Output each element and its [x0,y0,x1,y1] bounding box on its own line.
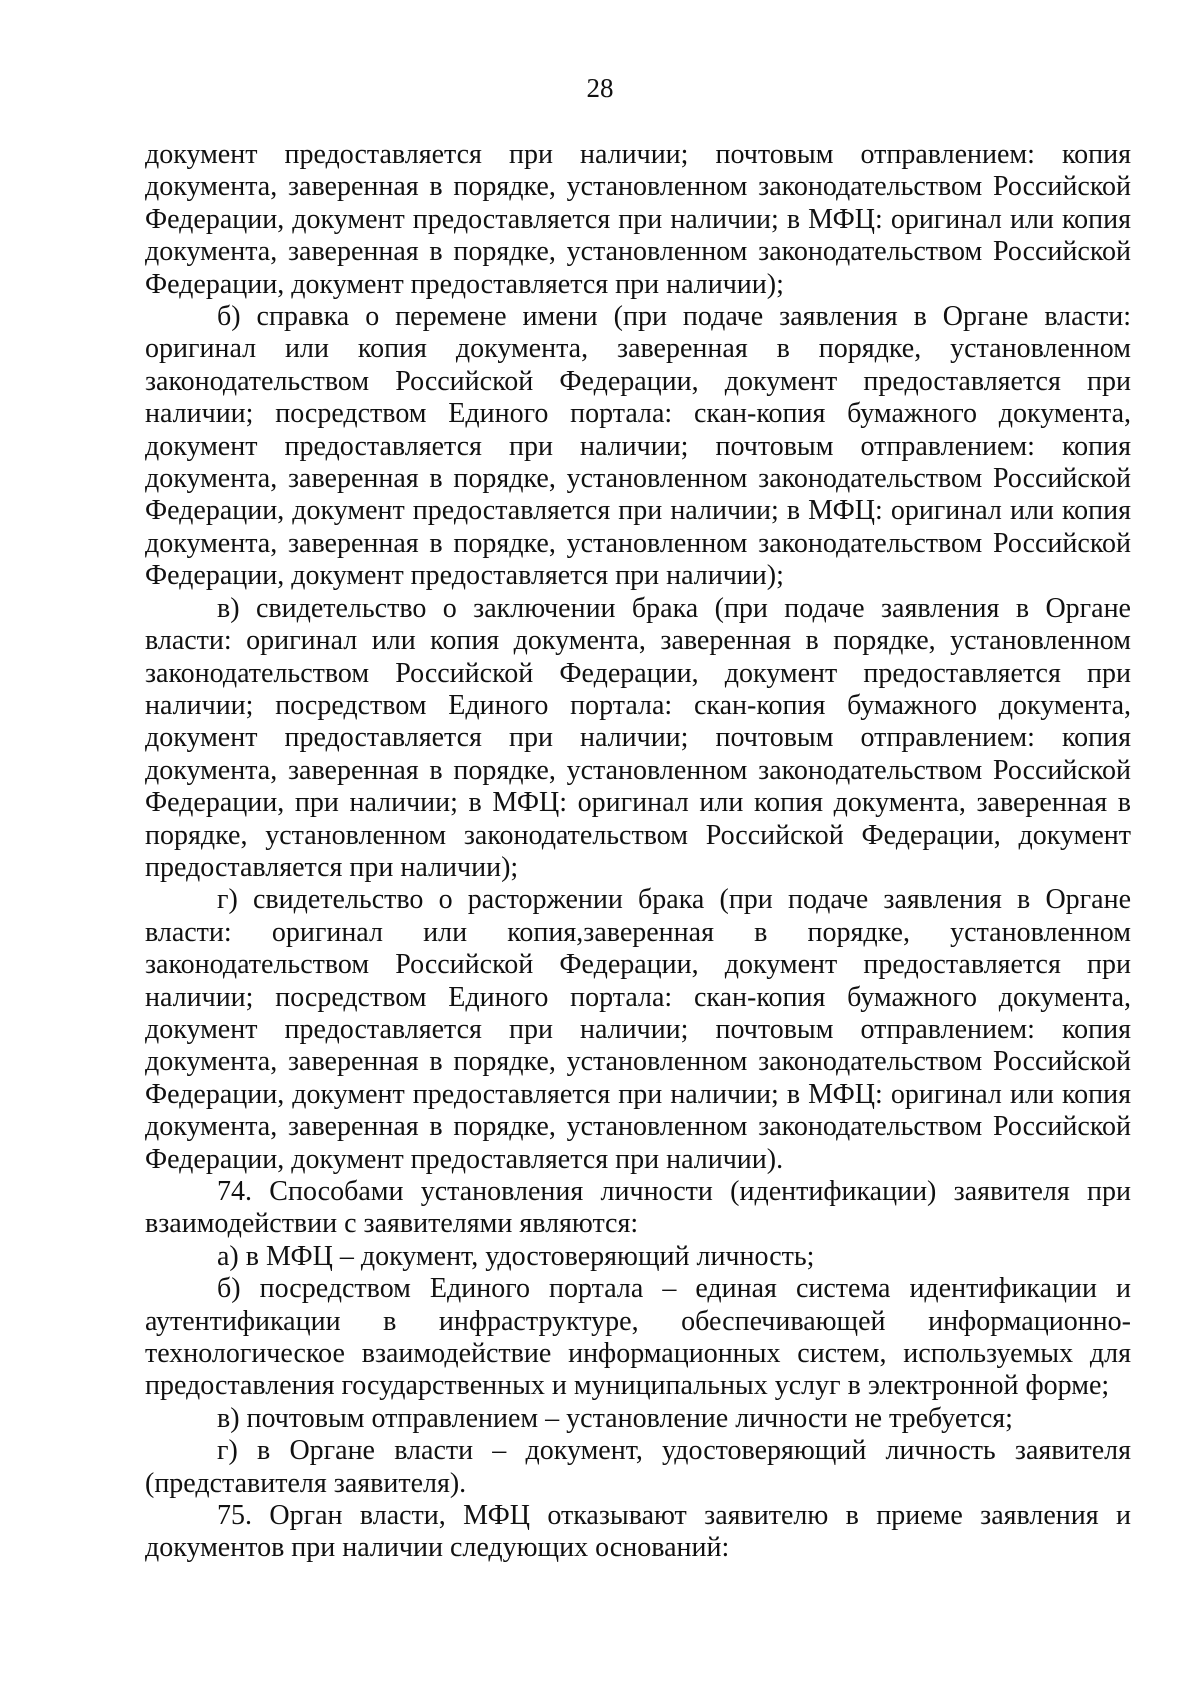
paragraph: 75. Орган власти, МФЦ отказывают заявителю в приеме заявления и документов при наличии следующих оснований: [145,1500,1131,1564]
paragraph: 74. Способами установления личности (идентификации) заявителя при взаимодействии с заявителями являются: [145,1176,1131,1240]
paragraph: в) почтовым отправлением – установление личности не требуется; [217,1402,1013,1434]
paragraph: б) справка о перемене имени (при подаче заявления в Органе власти: оригинал или копия документа, заверенная в порядке, установленном законодательством Российской Федерации, документ предоставляется при наличии; посредством Единого портала: скан-копия бумажного документа, документ предоставляется при наличии; почтовым отправлением: копия документа, заверенная в порядке, установленном законодательством Российской Федерации, документ предоставляется при наличии; в МФЦ: оригинал или копия документа, заверенная в порядке, установленном законодательством Российской Федерации, документ предоставляется при наличии); [145,301,1131,592]
page-number: 28 [586,73,614,103]
paragraph: а) в МФЦ – документ, удостоверяющий личность; [217,1240,815,1272]
paragraph: документ предоставляется при наличии; почтовым отправлением: копия документа, заверенная в порядке, установленном законодательством Российской Федерации, документ предоставляется при наличии; в МФЦ: оригинал или копия документа, заверенная в порядке, установленном законодательством Российской Федерации, документ предоставляется при наличии); [145,139,1131,300]
paragraph: г) свидетельство о расторжении брака (при подаче заявления в Органе власти: оригинал или копия,заверенная в порядке, установленном законодательством Российской Федерации, документ предоставляется при наличии; посредством Единого портала: скан-копия бумажного документа, документ предоставляется при наличии; почтовым отправлением: копия документа, заверенная в порядке, установленном законодательством Российской Федерации, документ предоставляется при наличии; в МФЦ: оригинал или копия документа, заверенная в порядке, установленном законодательством Российской Федерации, документ предоставляется при наличии). [145,884,1131,1175]
paragraph: в) свидетельство о заключении брака (при подаче заявления в Органе власти: оригинал или копия документа, заверенная в порядке, установленном законодательством Российской Федерации, документ предоставляется при наличии; посредством Единого портала: скан-копия бумажного документа, документ предоставляется при наличии; почтовым отправлением: копия документа, заверенная в порядке, установленном законодательством Российской Федерации, при наличии; в МФЦ: оригинал или копия документа, заверенная в порядке, установленном законодательством Российской Федерации, документ предоставляется при наличии); [145,592,1131,883]
document-body [145,139,1131,1565]
paragraph: б) посредством Единого портала – единая система идентификации и аутентификации в инфраструктуре, обеспечивающей информационно-технологическое взаимодействие информационных систем, используемых для предоставления государственных и муниципальных услуг в электронной форме; [145,1273,1131,1402]
paragraph: г) в Органе власти – документ, удостоверяющий личность заявителя (представителя заявителя). [145,1435,1131,1499]
